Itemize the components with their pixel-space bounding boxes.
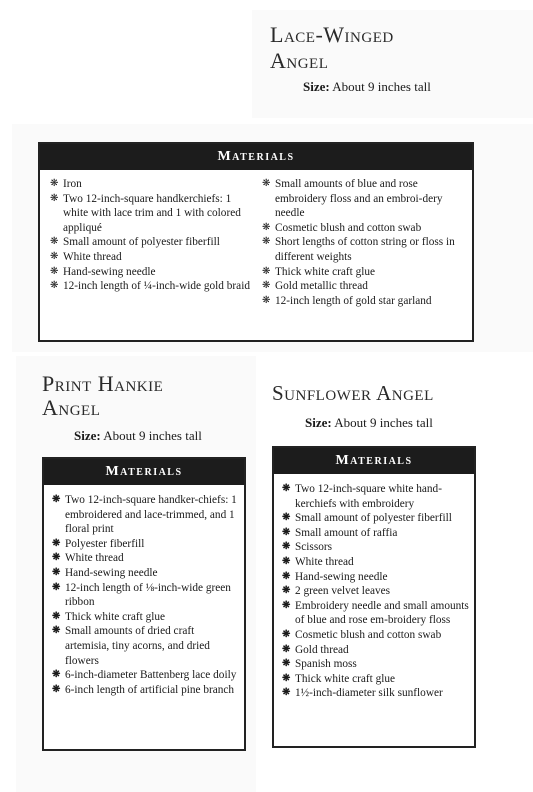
materials-item (52, 683, 238, 698)
materials-item (50, 235, 252, 250)
size-label: Size: (305, 415, 332, 430)
bullet-icon: ❋ (50, 178, 59, 189)
materials-item (52, 668, 238, 683)
bullet-icon: ❋ (282, 628, 291, 640)
bullet-icon: ❋ (262, 221, 271, 233)
bullet-icon: ❋ (262, 236, 271, 248)
lace-winged-materials-col1 (50, 177, 262, 308)
materials-item-text: Hand-sewing needle (295, 570, 388, 583)
materials-item (52, 566, 238, 581)
bullet-icon: ❋ (50, 192, 59, 204)
size-label: Size: (303, 79, 330, 94)
materials-item (262, 265, 464, 280)
lace-winged-title-line2: Angel (270, 48, 329, 73)
lace-winged-title-line1: Lace-Winged (270, 22, 394, 47)
materials-item-text: 12-inch length of gold star garland (275, 294, 432, 307)
materials-item (282, 584, 470, 599)
materials-item (262, 177, 464, 221)
size-value: About 9 inches tall (103, 428, 202, 443)
materials-item-text: Polyester fiberfill (65, 537, 145, 550)
bullet-icon: ❋ (50, 280, 59, 292)
sunflower-title: Sunflower Angel (272, 381, 434, 405)
bullet-icon: ❋ (282, 643, 291, 655)
bullet-icon: ❋ (52, 494, 61, 505)
bullet-icon: ❋ (282, 541, 291, 553)
materials-item (282, 599, 470, 628)
bullet-icon: ❋ (282, 512, 291, 524)
materials-item (282, 555, 470, 570)
lace-winged-materials-box (38, 142, 474, 342)
bullet-icon: ❋ (282, 599, 291, 611)
bullet-icon: ❋ (282, 585, 291, 597)
bullet-icon: ❋ (52, 537, 61, 549)
size-value: About 9 inches tall (334, 415, 433, 430)
bullet-icon: ❋ (50, 236, 59, 248)
bullet-icon: ❋ (282, 570, 291, 582)
materials-item (262, 294, 464, 309)
materials-heading: Materials (40, 144, 472, 170)
materials-item-text: Thick white craft glue (275, 265, 376, 278)
materials-item-text: Cosmetic blush and cotton swab (295, 628, 442, 641)
materials-item (52, 610, 238, 625)
materials-item (50, 265, 252, 280)
bullet-icon: ❋ (52, 669, 61, 681)
materials-item-text: 12-inch length of ⅛-inch-wide green ribbon (65, 581, 231, 609)
bullet-icon: ❋ (52, 566, 61, 578)
materials-item-text: Small amount of raffia (295, 526, 398, 539)
sunflower-materials-list (282, 482, 470, 701)
bullet-icon: ❋ (52, 552, 61, 564)
lace-winged-size (303, 79, 431, 95)
bullet-icon: ❋ (282, 658, 291, 670)
print-hankie-size (74, 428, 202, 444)
materials-heading: Materials (44, 459, 244, 485)
materials-item-text: Spanish moss (295, 658, 357, 671)
materials-item (52, 624, 238, 668)
bullet-icon: ❋ (282, 483, 291, 494)
materials-item (262, 221, 464, 236)
materials-item (282, 628, 470, 643)
materials-item-text: 12-inch length of ¼-inch-wide gold braid (63, 280, 250, 293)
materials-item (262, 235, 464, 264)
materials-item (50, 177, 252, 192)
materials-item-text: White thread (63, 250, 122, 263)
materials-item-text: Small amount of polyester fiberfill (63, 236, 220, 249)
sunflower-size (305, 415, 433, 431)
bullet-icon: ❋ (262, 265, 271, 277)
bullet-icon: ❋ (282, 526, 291, 538)
materials-item (282, 686, 470, 701)
materials-item (282, 482, 470, 511)
materials-item-text: Two 12-inch-square handkerchiefs: 1 white with lace trim and 1 with colored appliqué (63, 192, 241, 234)
materials-item (52, 537, 238, 552)
print-hankie-title-line1: Print Hankie (42, 371, 164, 396)
materials-item (50, 250, 252, 265)
bullet-icon: ❋ (52, 683, 61, 695)
bullet-icon: ❋ (52, 610, 61, 622)
bullet-icon: ❋ (262, 280, 271, 292)
materials-item-text: Short lengths of cotton string or floss in different weights (275, 236, 455, 263)
lace-winged-title (270, 24, 394, 72)
materials-item (52, 493, 238, 537)
bullet-icon: ❋ (50, 265, 59, 277)
materials-item (282, 526, 470, 541)
bullet-icon: ❋ (282, 555, 291, 567)
print-hankie-title (42, 373, 163, 419)
materials-item (50, 192, 252, 236)
materials-item-text: 6-inch length of artificial pine branch (65, 683, 235, 696)
bullet-icon: ❋ (282, 687, 291, 699)
materials-item (282, 540, 470, 555)
materials-item-text: Hand-sewing needle (65, 566, 158, 579)
materials-item-text: Two 12-inch-square white hand-kerchiefs with embroidery (295, 483, 442, 510)
materials-item-text: 2 green velvet leaves (295, 585, 391, 598)
print-hankie-materials-box (42, 457, 246, 751)
materials-item-text: Hand-sewing needle (63, 265, 156, 278)
materials-item (262, 279, 464, 294)
materials-item-text: Iron (63, 178, 82, 190)
materials-item-text: Small amounts of blue and rose embroidery floss and an embroi-dery needle (275, 178, 443, 220)
materials-item-text: 6-inch-diameter Battenberg lace doily (65, 669, 237, 682)
bullet-icon: ❋ (50, 250, 59, 262)
bullet-icon: ❋ (52, 625, 61, 637)
bullet-icon: ❋ (52, 581, 61, 593)
print-hankie-materials-list (52, 493, 238, 697)
materials-item (282, 511, 470, 526)
materials-item-text: Thick white craft glue (65, 610, 166, 623)
materials-item (52, 551, 238, 566)
materials-item-text: White thread (65, 552, 124, 565)
print-hankie-title-line2: Angel (42, 395, 101, 420)
materials-heading: Materials (274, 448, 474, 474)
size-value: About 9 inches tall (332, 79, 431, 94)
materials-item-text: Scissors (295, 541, 333, 554)
size-label: Size: (74, 428, 101, 443)
materials-item-text: 1½-inch-diameter silk sunflower (295, 687, 443, 700)
materials-item-text: Small amount of polyester fiberfill (295, 512, 452, 525)
materials-item (282, 570, 470, 585)
materials-item (50, 279, 252, 294)
materials-item-text: White thread (295, 555, 354, 568)
materials-item-text: Embroidery needle and small amounts of blue and rose em-broidery floss (295, 599, 469, 627)
materials-item-text: Gold thread (295, 643, 349, 656)
materials-item-text: Gold metallic thread (275, 280, 368, 293)
lace-winged-materials-col2 (262, 177, 464, 308)
bullet-icon: ❋ (262, 294, 271, 306)
materials-item (52, 581, 238, 610)
materials-item (282, 643, 470, 658)
sunflower-materials-box (272, 446, 476, 748)
materials-item-text: Small amounts of dried craft artemisia, tiny acorns, and dried flowers (65, 625, 210, 667)
bullet-icon: ❋ (262, 178, 271, 189)
materials-item (282, 672, 470, 687)
materials-item-text: Two 12-inch-square handker-chiefs: 1 embroidered and lace-trimmed, and 1 floral print (65, 494, 237, 536)
materials-item-text: Cosmetic blush and cotton swab (275, 221, 422, 234)
materials-item (282, 657, 470, 672)
materials-item-text: Thick white craft glue (295, 672, 396, 685)
bullet-icon: ❋ (282, 672, 291, 684)
